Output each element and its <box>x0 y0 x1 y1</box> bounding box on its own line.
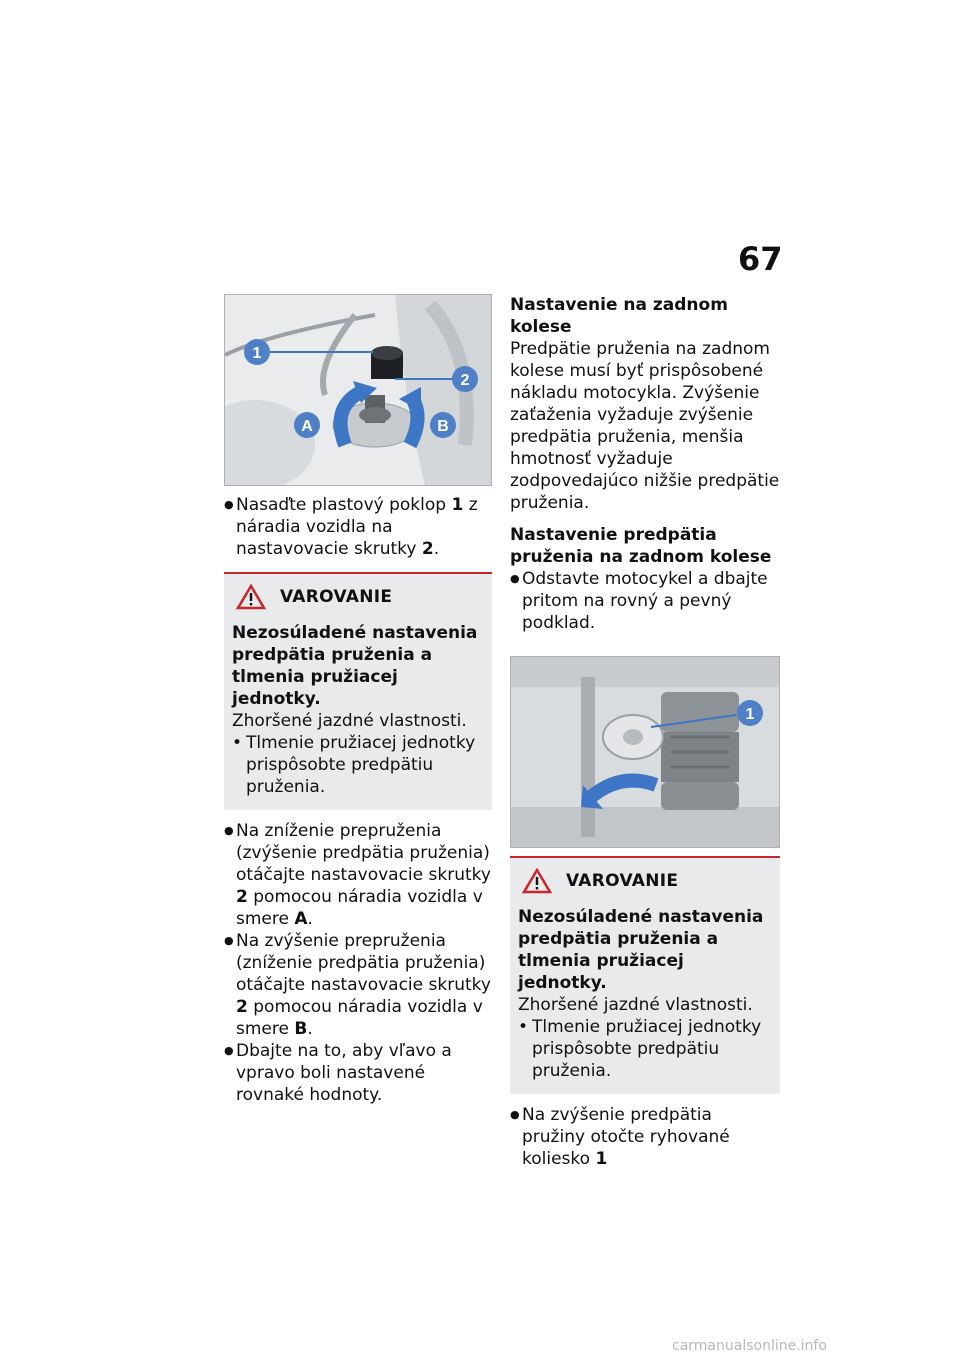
callout-1: 1 <box>252 345 262 362</box>
left-column <box>224 294 492 1106</box>
heading-rear-wheel: Nastavenie na zadnom kolese <box>510 295 728 337</box>
warning-box-left <box>224 572 492 810</box>
rear-shock-figure <box>510 656 780 848</box>
warning-bullet: • Tlmenie pružiacej jednotky prispôsobte predpätiu pruženia. <box>518 1016 772 1082</box>
step-turn-knob: ● Na zvýšenie predpätia pružiny otočte ryhované koliesko 1 <box>510 1104 780 1170</box>
callout-1-rear: 1 <box>745 706 755 723</box>
warning-triangle-icon <box>236 584 266 610</box>
page-number: 67 <box>738 240 783 278</box>
warning-triangle-icon <box>522 868 552 894</box>
callout-b: B <box>437 418 449 435</box>
step-fit-cover: ● Nasaďte plastový poklop 1 z náradia vozidla na nastavovacie skrutky 2. <box>224 494 492 560</box>
front-adjuster-illustration <box>225 295 491 485</box>
front-adjuster-figure <box>224 294 492 486</box>
warning-strong: Nezosúladené nastavenia predpätia pruženia a tlmenia pružiacej jednotky. <box>518 907 764 993</box>
warning-bullet: • Tlmenie pružiacej jednotky prispôsobte predpätiu pruženia. <box>232 732 484 798</box>
step-increase-preload: ● Na zvýšenie prepruženia (zníženie predpätia pruženia) otáčajte nastavovacie skrutky 2 pomocou náradia vozidla v smere B. <box>224 930 492 1040</box>
paragraph-rear-preload: Predpätie pruženia na zadnom kolese musí byť prispôsobené nákladu motocykla. Zvýšenie zaťaženia vyžaduje zvýšenie predpätia pruženia, menšia hmotnosť vyžaduje zodpovedajúco nižšie predpätie pruženia. <box>510 339 780 513</box>
warning-strong: Nezosúladené nastavenia predpätia pruženia a tlmenia pružiacej jednotky. <box>232 623 478 709</box>
step-equal-values: ● Dbajte na to, aby vľavo a vpravo boli nastavené rovnaké hodnoty. <box>224 1040 492 1106</box>
heading-rear-preload: Nastavenie predpätia pruženia na zadnom kolese <box>510 525 772 567</box>
warning-box-right <box>510 856 780 1094</box>
right-column <box>510 294 780 1170</box>
callout-2: 2 <box>460 372 470 389</box>
warning-text: Zhoršené jazdné vlastnosti. <box>232 711 467 731</box>
callout-a: A <box>301 418 313 435</box>
step-park-motorcycle: ● Odstavte motocykel a dbajte pritom na rovný a pevný podklad. <box>510 568 780 634</box>
warning-title: VAROVANIE <box>280 587 393 607</box>
warning-text: Zhoršené jazdné vlastnosti. <box>518 995 753 1015</box>
rear-shock-illustration <box>511 657 779 847</box>
warning-title: VAROVANIE <box>566 871 679 891</box>
step-reduce-preload: ● Na zníženie prepruženia (zvýšenie predpätia pruženia) otáčajte nastavovacie skrutky 2 pomocou náradia vozidla v smere A. <box>224 820 492 930</box>
watermark: carmanualsonline.info <box>672 1338 827 1354</box>
